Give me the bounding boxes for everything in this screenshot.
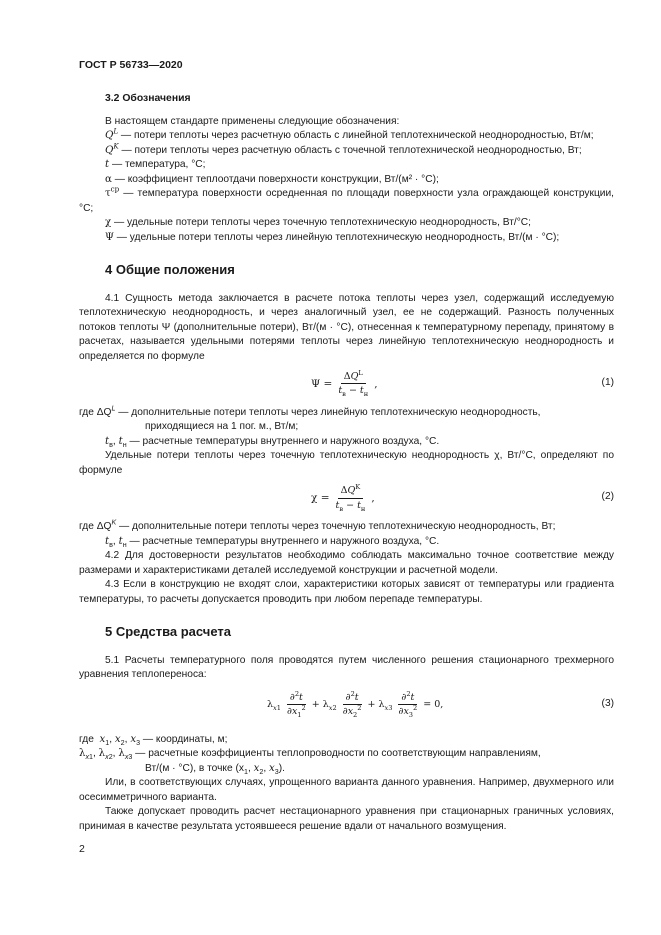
section-title-4: 4 Общие положения bbox=[105, 262, 235, 278]
designation-alpha: α — коэффициент теплоотдачи поверхности конструкции, Вт/(м² · °С); bbox=[105, 173, 439, 185]
subsection-title-3-2: 3.2 Обозначения bbox=[105, 93, 191, 104]
formula-3 bbox=[79, 689, 614, 723]
where-3-lambdas-cont: Вт/(м · °С), в точке ($x_1$, $x_2$, $x_3$). bbox=[145, 762, 285, 776]
paragraph-4-2: 4.2 Для достоверности результатов необходимо соблюдать максимально точное соответствие между размерами и характеристиками деталей исследуемой конструкции и расчетной модели. bbox=[79, 550, 614, 576]
formula-3-number: (3) bbox=[601, 697, 614, 709]
formula-1-number: (1) bbox=[601, 377, 614, 388]
designation-chi: χ — удельные потери теплоты через точечную теплотехническую неоднородность, Вт/°С; bbox=[105, 217, 531, 229]
paragraph-nonstationary: Также допускает проводить расчет нестационарного уравнения при стационарных граничных условиях, принимая в качестве результата устоявшееся решение вдали от начального возмущения. bbox=[79, 806, 614, 832]
paragraph-4-1: 4.1 Сущность метода заключается в расчете потока теплоты через узел, содержащий исследуемую теплотехническую неоднородность, и через аналогичный узел, ее не содержащий. Разность полученных потоков теплоты Ψ (дополнительные потери), Вт/(м · °С), отнесенная к температурному перепаду, принятому в расчетах, называется удельными потерями теплоты через линейную теплотехническую неоднородность и определяется по формуле bbox=[79, 292, 614, 362]
designation-t: t — температура, °С; bbox=[105, 159, 206, 171]
designations-intro: В настоящем стандарте применены следующие обозначения: bbox=[105, 115, 400, 127]
formula-2-number: (2) bbox=[601, 491, 614, 503]
formula-2-body: χ = $\frac{\Delta Q^K}{t_в - t_н}$ , bbox=[311, 483, 375, 513]
paragraph-simplified: Или, в соответствующих случаях, упрощенного варианта данного уравнения. Например, двухмерного или осесимметричного варианта. bbox=[79, 777, 614, 803]
formula-1 bbox=[79, 368, 614, 400]
formula-2 bbox=[79, 482, 614, 514]
designation-tau: $\tau^{ср}$ — температура поверхности осредненная по площади поверхности узла ограждающей конструкции, °С; bbox=[79, 184, 614, 214]
formula-3-body: $\lambda_{x1}$ $\frac{\partial^2t}{\partial x_1^2}$ + $\lambda_{x2}$ $\frac{\partial^2t}{\partial x_2^2}$ + $\lambda_{x3}$ $\frac{\partial^2t}{\partial x_3^2}$ = 0, bbox=[267, 689, 444, 720]
document-header: ГОСТ Р 56733—2020 bbox=[79, 59, 183, 71]
paragraph-5-1: 5.1 Расчеты температурного поля проводятся путем численного решения стационарного трехмерного уравнения теплопереноса: bbox=[79, 654, 614, 681]
designation-psi: Ψ — удельные потери теплоты через линейную теплотехническую неоднородность, Вт/(м · °С); bbox=[105, 231, 560, 243]
where-1-dq: где $\Delta Q^L$ — дополнительные потери теплоты через линейную теплотехническую неоднородность, bbox=[79, 404, 541, 418]
designation-qk: $Q^K$ — потери теплоты через расчетную область с точечной теплотехнической неоднородностью, Вт; bbox=[105, 141, 582, 156]
page-number: 2 bbox=[79, 843, 85, 855]
where-1-temps: $t_в$, $t_н$ — расчетные температуры внутреннего и наружного воздуха, °С. bbox=[105, 435, 440, 449]
designation-ql: $Q^L$ — потери теплоты через расчетную область с линейной теплотехнической неоднородностью, Вт/м; bbox=[105, 126, 594, 142]
page-content bbox=[79, 92, 614, 834]
where-2-dq: где $\Delta Q^K$ — дополнительные потери теплоты через точечную теплотехническую неоднородность, Вт; bbox=[79, 519, 556, 533]
paragraph-chi: Удельные потери теплоты через точечную теплотехническую неоднородность χ, Вт/°С, определяют по формуле bbox=[79, 450, 614, 476]
where-1-dq-cont: приходящиеся на 1 пог. м., Вт/м; bbox=[145, 421, 299, 433]
where-3-coords: где $x_1$, $x_2$, $x_3$ — координаты, м; bbox=[79, 733, 228, 747]
paragraph-4-3: 4.3 Если в конструкцию не входят слои, характеристики которых зависят от температуры или градиента температуры, то расчеты допускается проводить при любом перепаде температуры. bbox=[79, 579, 614, 605]
formula-1-body: Ψ = $\frac{\Delta Q^L}{t_в - t_н}$ , bbox=[311, 368, 378, 399]
where-3-lambdas: $\lambda_{x1}$, $\lambda_{x2}$, $\lambda_{x3}$ — расчетные коэффициенты теплопроводности по соответствующим направлениям, bbox=[79, 748, 541, 762]
where-2-temps: $t_в$, $t_н$ — расчетные температуры внутреннего и наружного воздуха, °С. bbox=[105, 535, 440, 549]
section-title-5: 5 Средства расчета bbox=[105, 624, 232, 640]
